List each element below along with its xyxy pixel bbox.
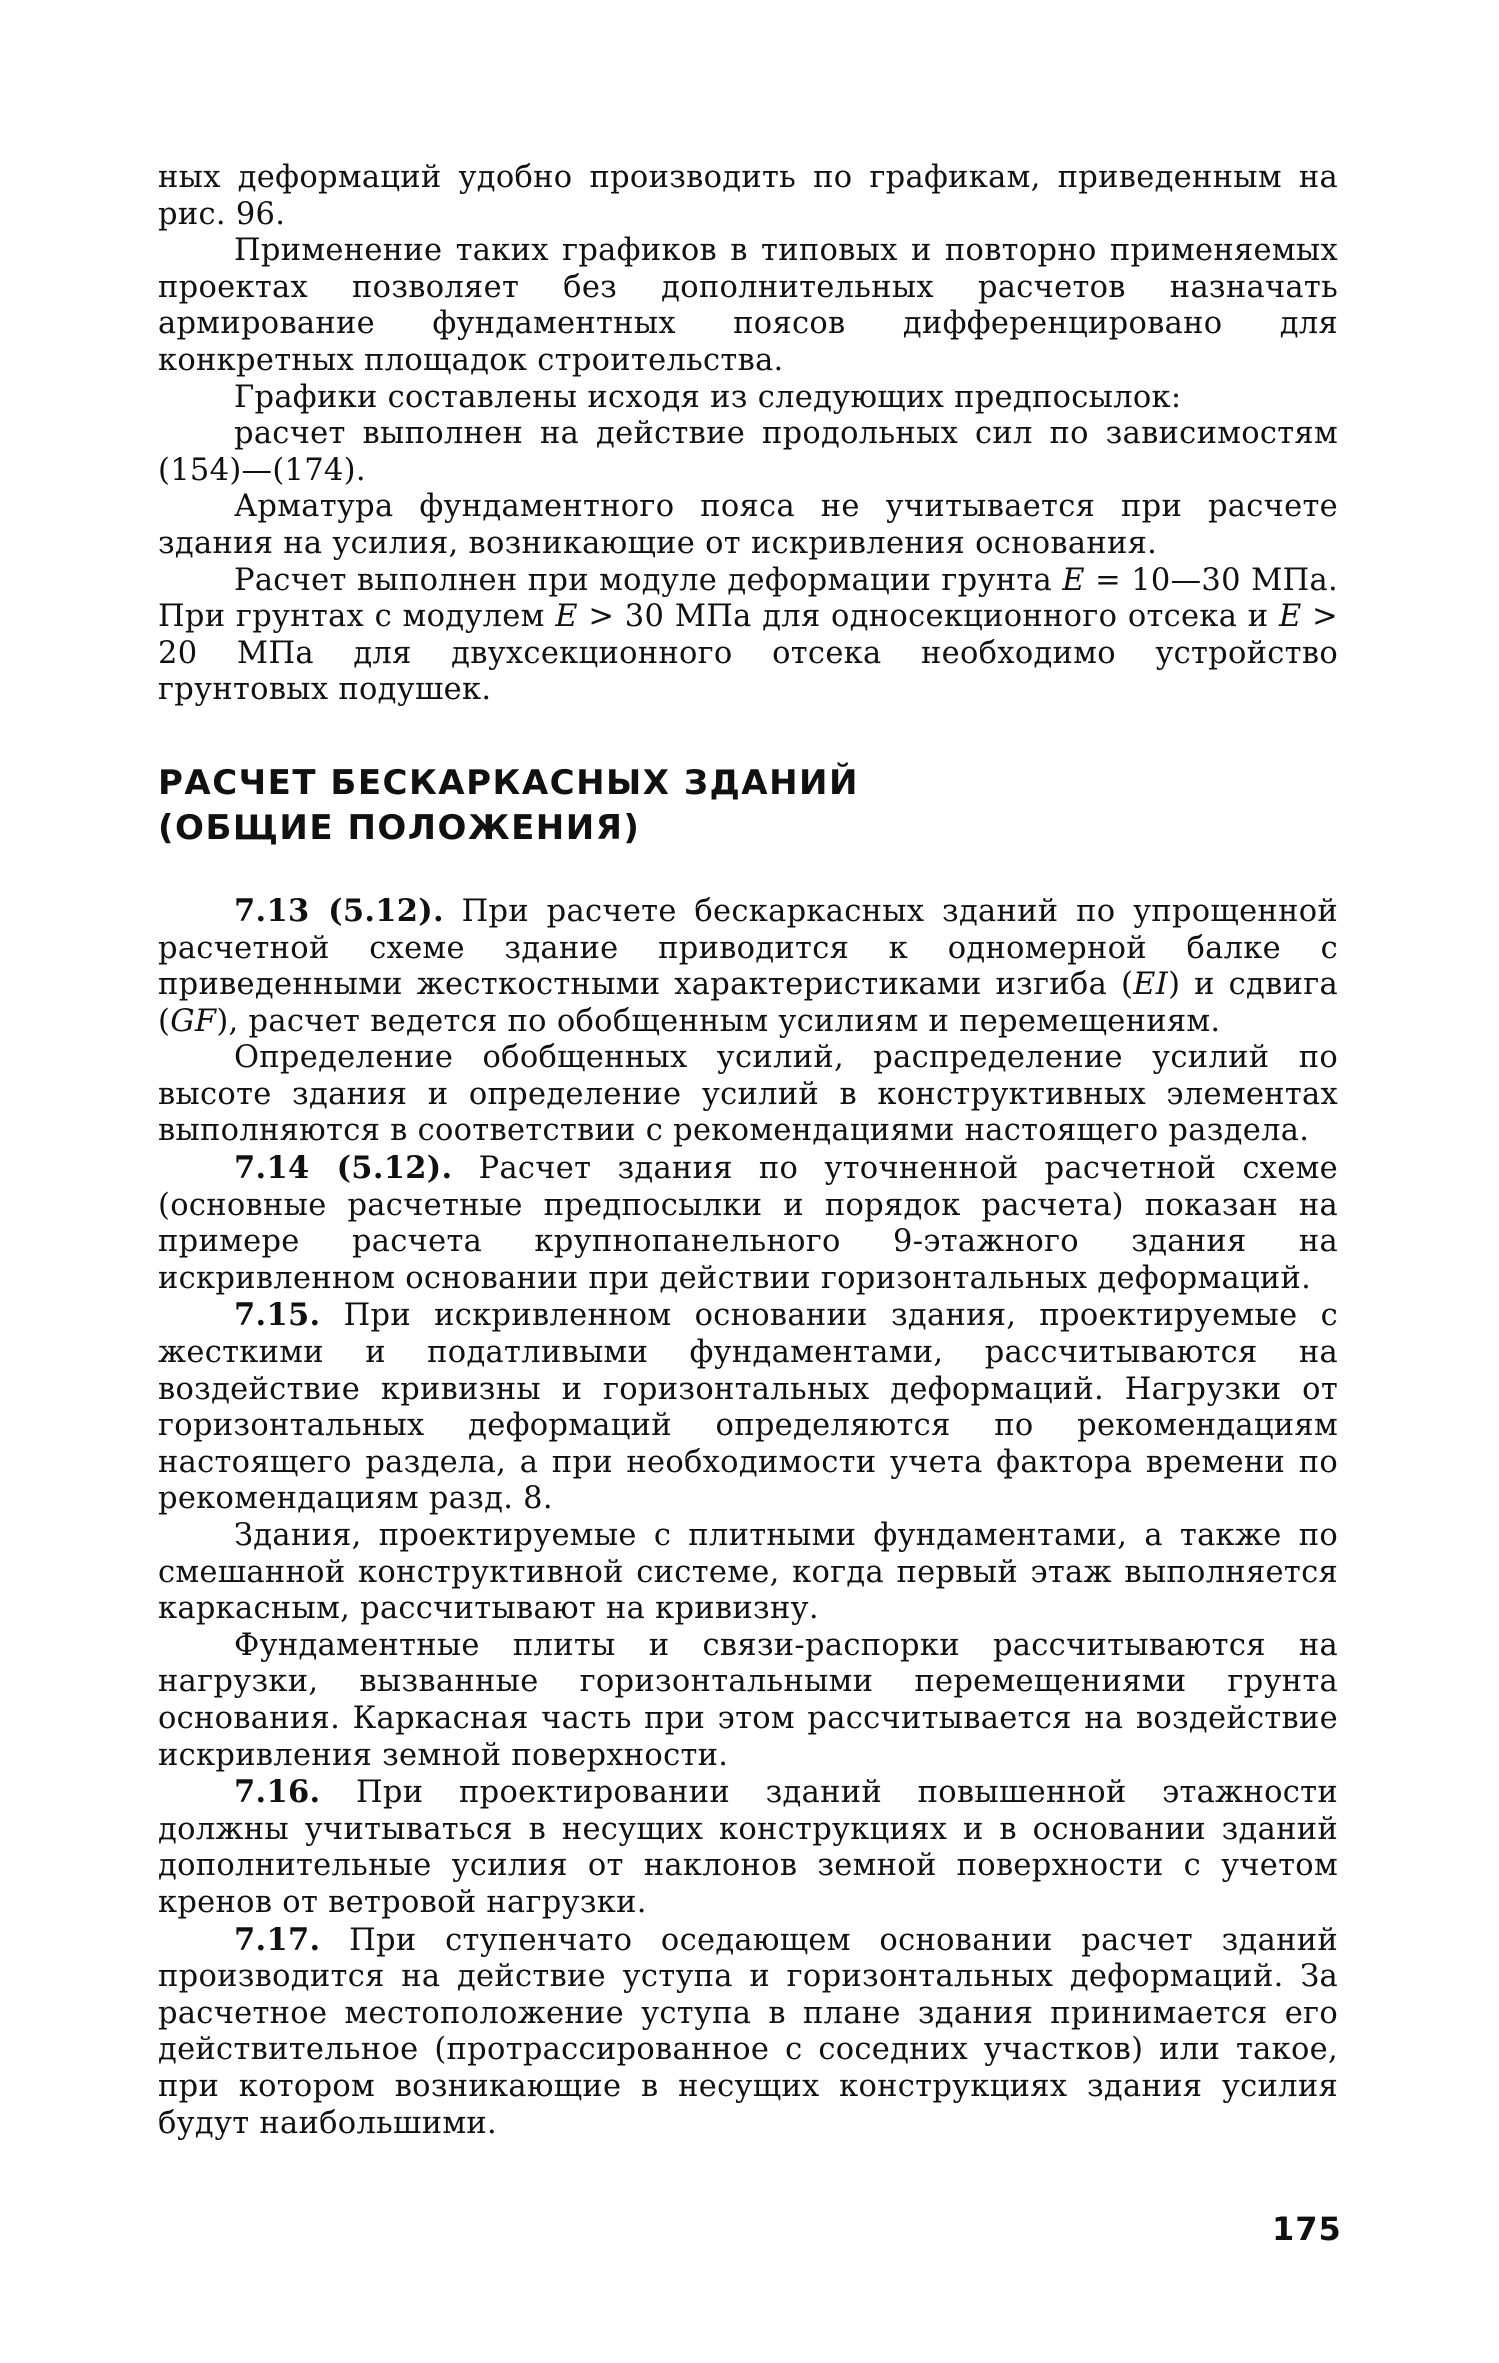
clause-text: Расчет здания по уточненной расчетной схеме (основные расчетные предпосылки и порядок расчета) показан на примере расчета крупнопанельного 9-этажного здания на искривленном основании при действии горизонтальных деформаций. (158, 1151, 1338, 1296)
clause-number: 7.14 (5.12). (234, 1150, 453, 1187)
clause-text: При ступенчато оседающем основании расчет зданий производится на действие уступа и горизонтальных деформаций. За расчетное местоположение уступа в плане здания принимается его действительное (протрассированное с соседних участков) или такое, при котором возникающие в несущих конструкциях здания усилия будут наибольшими. (158, 1922, 1338, 2141)
symbol-e: E (1062, 562, 1085, 598)
paragraph-deformation-modulus (158, 563, 1338, 709)
paragraph-premises: Графики составлены исходя из следующих предпосылок: (234, 379, 1182, 415)
paragraph-foundation-slabs: Фундаментные плиты и связи-распорки рассчитываются на нагрузки, вызванные горизонтальными перемещениями грунта основания. Каркасная часть при этом рассчитывается на воздействие искривления земной поверхности. (158, 1627, 1338, 1773)
paragraph-longitudinal-forces: расчет выполнен на действие продольных сил по зависимостям (154)—(174). (158, 416, 1338, 488)
symbol-e: E (1278, 599, 1302, 635)
clause-number: 7.13 (5.12). (234, 892, 444, 929)
page-body (158, 160, 1338, 2142)
text-fragment: ), расчет ведется по обобщенным усилиям и перемещениям. (216, 1003, 1221, 1039)
text-fragment: > 30 МПа для односекционного отсека и (577, 599, 1279, 635)
clause-7-17 (158, 1922, 1338, 2143)
paragraph-slab-foundations: Здания, проектируемые с плитными фундаментами, а также по смешанной конструктивной системе, когда первый этаж выполняется каркасным, рассчитывают на кривизну. (158, 1518, 1338, 1627)
clause-7-16 (158, 1774, 1338, 1921)
text-fragment: ) и сдвига ( (158, 967, 1338, 1039)
clause-number: 7.16. (234, 1774, 321, 1811)
text-fragment: > 20 МПа для двухсекционного отсека необходимо устройство грунтовых подушек. (158, 599, 1338, 708)
text-fragment: Расчет выполнен при модуле деформации грунта (234, 562, 1063, 598)
clause-7-15 (158, 1297, 1338, 1518)
clause-7-14 (158, 1150, 1338, 1297)
text-fragment: = 10—30 МПа. При грунтах с модулем (158, 562, 1338, 635)
clause-number: 7.15. (234, 1297, 321, 1334)
paragraph-generalized-forces: Определение обобщенных усилий, распределение усилий по высоте здания и определение усилий в конструктивных элементах выполняются в соответствии с рекомендациями настоящего раздела. (158, 1040, 1338, 1149)
page-number: 175 (1272, 2210, 1342, 2248)
paragraph-continuation: ных деформаций удобно производить по графикам, приведенным на рис. 96. (158, 160, 1338, 232)
section-heading (158, 761, 1338, 851)
paragraph-graphs-usage: Применение таких графиков в типовых и повторно применяемых проектах позволяет без дополнительных расчетов назначать армирование фундаментных поясов дифференцировано для конкретных площадок строительства. (158, 233, 1338, 378)
section-heading-line1: РАСЧЕТ БЕСКАРКАСНЫХ ЗДАНИЙ (158, 762, 859, 803)
symbol-ei: EI (1133, 967, 1169, 1003)
paragraph-reinforcement: Арматура фундаментного пояса не учитывается при расчете здания на усилия, возникающие от искривления основания. (158, 489, 1338, 561)
section-heading-line2: (ОБЩИЕ ПОЛОЖЕНИЯ) (158, 807, 641, 848)
symbol-e: E (555, 599, 578, 635)
text-fragment: При расчете бескаркасных зданий по упрощенной расчетной схеме здание приводится к одномерной балке с приведенными жесткостными характеристиками изгиба ( (158, 893, 1338, 1003)
clause-7-13 (158, 893, 1338, 1040)
clause-text: При проектировании зданий повышенной этажности должны учитываться в несущих конструкциях и в основании зданий дополнительные усилия от наклонов земной поверхности с учетом кренов от ветровой нагрузки. (158, 1775, 1338, 1920)
clause-number: 7.17. (234, 1921, 321, 1958)
clause-text: При искривленном основании здания, проектируемые с жесткими и податливыми фундаментами, рассчитываются на воздействие кривизны и горизонтальных деформаций. Нагрузки от горизонтальных деформаций определяются по рекомендациям настоящего раздела, а при необходимости учета фактора времени по рекомендациям разд. 8. (158, 1298, 1338, 1517)
symbol-gf: GF (170, 1003, 217, 1039)
